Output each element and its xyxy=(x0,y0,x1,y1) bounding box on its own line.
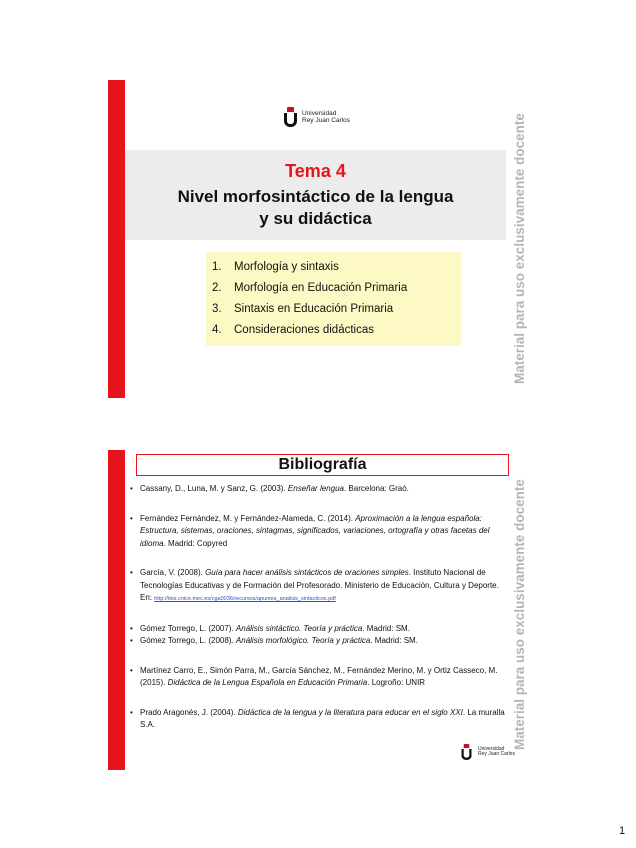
reference-item: • Martínez Carro, E., Simón Parra, M., García Sánchez, M., Fernández Merino, M. y Ortiz Casseco, M. (2015). Didáctica de la Lengua Española en Educación Primaria. Logroño: UNIR xyxy=(130,665,506,690)
reference-item: • Gómez Torrego, L. (2007). Análisis sintáctico. Teoría y práctica. Madrid: SM. xyxy=(130,623,506,636)
reference-item: • García, V. (2008). Guía para hacer análisis sintácticos de oraciones simples. Instituto Nacional de Tecnologías Educativas y de Formación del Profesorado. Ministerio de Educación, Cultura y Deporte. En: http://ites.cnice.mec.es/cga0036/recursos/apuntes_analisis_sintacticos.pdf xyxy=(130,567,506,606)
reference-item: • Prado Aragonés, J. (2004). Didáctica de la lengua y la literatura para educar en el siglo XXI. La muralla S.A. xyxy=(130,707,506,732)
bibliography-heading: Bibliografía xyxy=(136,454,509,476)
toc-item-label: Morfología y sintaxis xyxy=(234,261,339,273)
reference-list xyxy=(130,483,506,732)
reference-item: • Fernández Fernández, M. y Fernández-Alameda, C. (2014). Aproximación a la lengua española: Estructura, sistemas, oraciones, sintagmas, significados, variaciones, ortografía y otras facetas del idioma. Madrid: Copyred xyxy=(130,513,506,551)
reference-item: • Gómez Torrego, L. (2008). Análisis morfológico. Teoría y práctica. Madrid: SM. xyxy=(130,635,506,648)
slide-2-red-bar xyxy=(108,450,125,770)
university-logo xyxy=(284,107,350,127)
university-logo-small xyxy=(460,742,515,762)
logo-line-1: Universidad xyxy=(478,745,505,752)
toc-item: 2. Morfología en Educación Primaria xyxy=(212,278,461,299)
urjc-logo-icon xyxy=(461,744,471,760)
watermark-text: Material para uso exclusivamente docente xyxy=(512,113,527,384)
tema-label: Tema 4 xyxy=(285,161,346,181)
reference-item: • Cassany, D., Luna, M. y Sanz, G. (2003). Enseñar lengua. Barcelona: Graó. xyxy=(130,483,506,496)
page-number: 1 xyxy=(619,825,626,837)
toc-item: 4. Consideraciones didácticas xyxy=(212,320,461,341)
toc-item-label: Consideraciones didácticas xyxy=(234,324,374,336)
toc-item: 3. Sintaxis en Educación Primaria xyxy=(212,299,461,320)
slide-title xyxy=(125,186,506,230)
logo-line-2: Rey Juan Carlos xyxy=(302,117,351,124)
logo-line-2: Rey Juan Carlos xyxy=(478,751,515,757)
title-line-1: Nivel morfosintáctico de la lengua xyxy=(177,187,454,206)
toc-item: 1. Morfología y sintaxis xyxy=(212,257,461,278)
logo-line-1: Universidad xyxy=(302,110,337,117)
table-of-contents xyxy=(206,252,461,346)
slide-1-red-bar xyxy=(108,80,125,398)
toc-item-label: Morfología en Educación Primaria xyxy=(234,282,408,294)
title-line-2: y su didáctica xyxy=(259,209,372,228)
watermark-text: Material para uso exclusivamente docente xyxy=(512,479,527,750)
toc-item-label: Sintaxis en Educación Primaria xyxy=(234,303,394,315)
reference-link[interactable]: http://ites.cnice.mec.es/cga0036/recursos/apuntes_analisis_sintacticos.pdf xyxy=(154,596,336,602)
urjc-logo-icon xyxy=(284,107,297,127)
